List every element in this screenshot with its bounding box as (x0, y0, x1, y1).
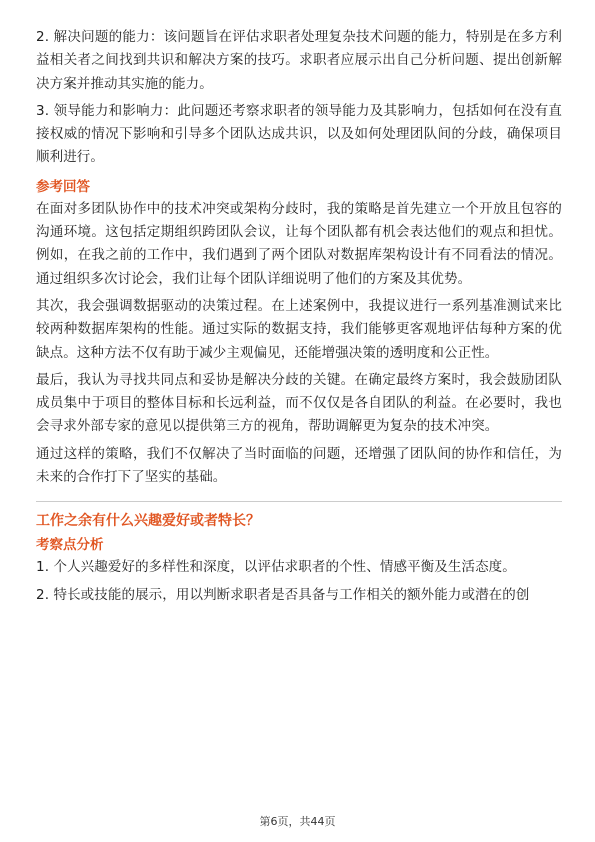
analysis-point-1: 1. 个人兴趣爱好的多样性和深度，以评估求职者的个性、情感平衡及生活态度。 (36, 559, 516, 576)
answer-paragraph: 通过这样的策略，我们不仅解决了当时面临的问题，还增强了团队间的协作和信任，为未来的合作打下了坚实的基础。 (36, 445, 562, 486)
section-divider (36, 501, 562, 502)
analysis-heading: 考察点分析 (36, 537, 104, 554)
answer-paragraph: 最后，我认为寻找共同点和妥协是解决分歧的关键。在确定最终方案时，我会鼓励团队成员集中于项目的整体目标和长远利益，而不仅仅是各自团队的利益。在必要时，我也会寻求外部专家的意见以提供第三方的视角，帮助调解更为复杂的技术冲突。 (36, 371, 562, 435)
page-number-footer: 第6页，共44页 (259, 815, 336, 828)
reference-answer-heading: 参考回答 (36, 178, 90, 195)
page-content (36, 26, 562, 607)
answer-paragraph: 其次，我会强调数据驱动的决策过程。在上述案例中，我提议进行一系列基准测试来比较两种数据库架构的性能。通过实际的数据支持，我们能够更客观地评估每种方案的优缺点。这种方法不仅有助于减少主观偏见，还能增强决策的透明度和公正性。 (36, 297, 562, 361)
evaluation-point-2: 2. 解决问题的能力：该问题旨在评估求职者处理复杂技术问题的能力，特别是在多方利益相关者之间找到共识和解决方案的技巧。求职者应展示出自己分析问题、提出创新解决方案并推动其实施的能力。 (36, 29, 562, 92)
analysis-point-2: 2. 特长或技能的展示，用以判断求职者是否具备与工作相关的额外能力或潜在的创 (36, 586, 530, 603)
answer-paragraph: 在面对多团队协作中的技术冲突或架构分歧时，我的策略是首先建立一个开放且包容的沟通环境。这包括定期组织跨团队会议，让每个团队都有机会表达他们的观点和担忧。例如，在我之前的工作中，我们遇到了两个团队对数据库架构设计有不同看法的情况。通过组织多次讨论会，我们让每个团队详细说明了他们的方案及其优势。 (36, 200, 562, 287)
evaluation-point-3: 3. 领导能力和影响力：此问题还考察求职者的领导能力及其影响力，包括如何在没有直接权威的情况下影响和引导多个团队达成共识，以及如何处理团队间的分歧，确保项目顺利进行。 (36, 102, 562, 166)
question-title: 工作之余有什么兴趣爱好或者特长？ (36, 513, 260, 530)
